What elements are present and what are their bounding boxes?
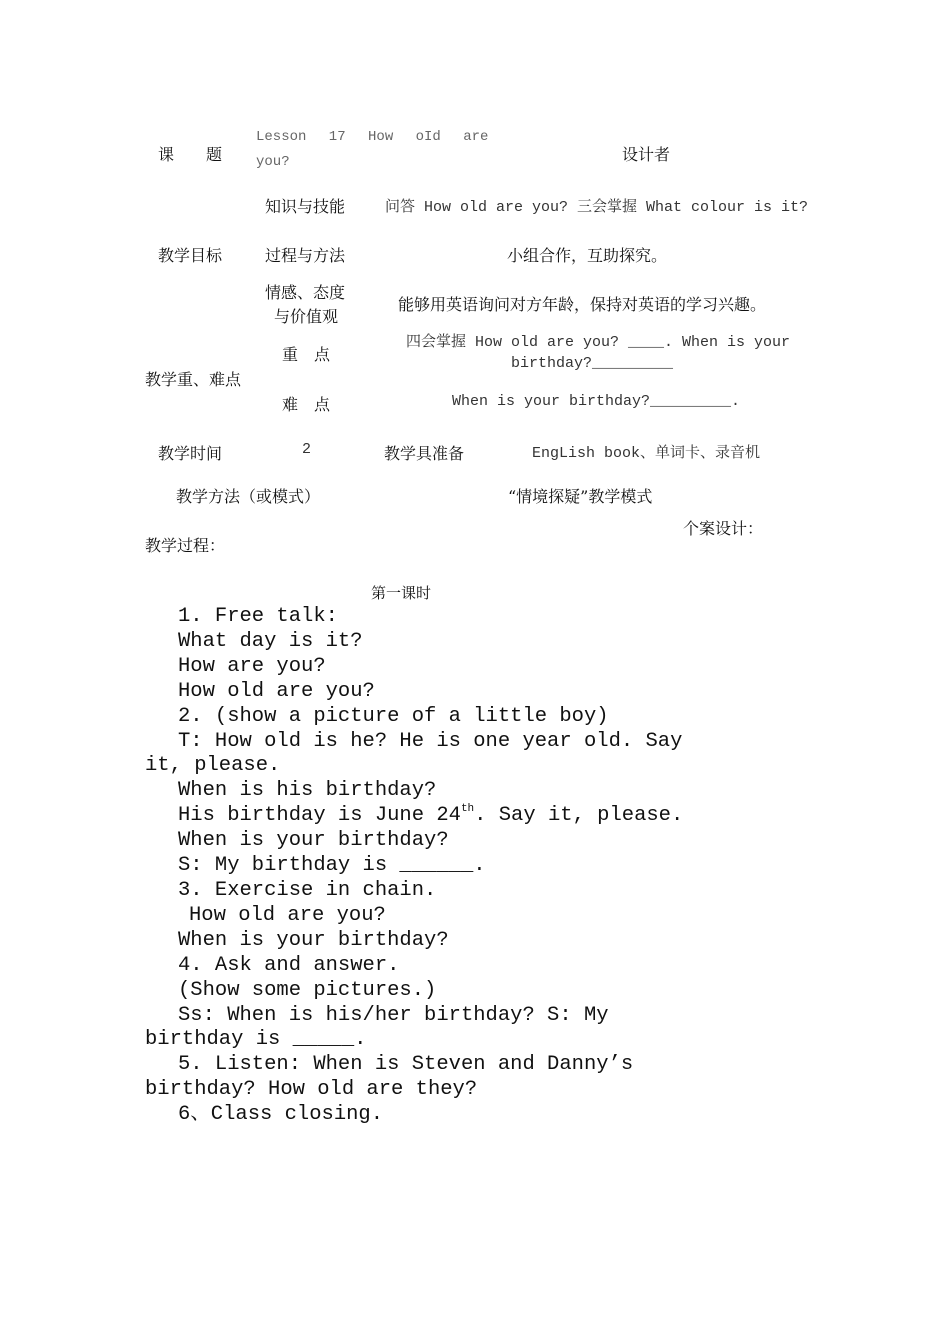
- lesson-line: 4. Ask and answer.: [178, 953, 400, 977]
- lesson-line: S: My birthday is ______.: [178, 854, 486, 878]
- lesson-line: What day is it?: [178, 629, 363, 653]
- lesson-line: (Show some pictures.): [178, 978, 437, 1002]
- method-label: 教学方法（或模式）: [176, 487, 321, 506]
- process-heading: 教学过程：: [145, 536, 226, 555]
- lesson-line: 6、Class closing.: [178, 1103, 384, 1127]
- process-method-label: 过程与方法: [265, 246, 346, 265]
- lesson-line: How are you?: [178, 654, 326, 678]
- time-value: 2: [302, 441, 312, 458]
- lesson-line: When is his birthday?: [178, 779, 437, 803]
- lesson-line: How old are you?: [189, 903, 386, 927]
- topic-value-line2: you?: [256, 154, 290, 170]
- lesson-line: it, please.: [145, 754, 281, 778]
- lesson-line: 1. Free talk:: [178, 605, 338, 628]
- lesson-line: 5. Listen: When is Steven and Danny’s: [178, 1053, 634, 1077]
- objectives-label: 教学目标: [158, 246, 223, 265]
- period-title: 第一课时: [371, 584, 432, 602]
- lesson-process-body: [145, 605, 684, 1128]
- lesson-line: 3. Exercise in chain.: [178, 878, 437, 902]
- emotion-value: 能够用英语询问对方年龄，保持对英语的学习兴趣。: [398, 295, 767, 314]
- topic-value-line1: Lesson 17 How oId are: [256, 129, 489, 145]
- difficulty-label: 难 点: [282, 395, 331, 414]
- lesson-line: birthday is _____.: [145, 1028, 367, 1052]
- focus-label: 重 点: [282, 345, 331, 364]
- topic-label: 课 题: [158, 145, 223, 164]
- lesson-line: When is your birthday?: [178, 829, 449, 853]
- lesson-line: How old are you?: [178, 679, 375, 703]
- lesson-line-text: . Say it, please.: [474, 804, 684, 828]
- difficulty-value: When is your birthday?_________.: [452, 393, 741, 410]
- method-value: “情境探疑”教学模式: [508, 487, 653, 506]
- lesson-line: T: How old is he? He is one year old. Say: [178, 729, 683, 753]
- emotion-label-line1: 情感、态度: [265, 283, 346, 302]
- lesson-line: [145, 803, 684, 829]
- knowledge-label: 知识与技能: [265, 197, 346, 216]
- lesson-line: When is your birthday?: [178, 928, 449, 952]
- designer-label: 设计者: [622, 145, 671, 164]
- lesson-line: birthday? How old are they?: [145, 1078, 478, 1102]
- ordinal-suffix: th: [460, 803, 475, 816]
- lesson-line: Ss: When is his/her birthday? S: My: [178, 1003, 609, 1027]
- tools-value: EngLish book、单词卡、录音机: [532, 445, 761, 462]
- focus-value-line1: 四会掌握 How old are you? ____. When is your: [406, 334, 791, 351]
- lesson-line: 2. (show a picture of a little boy): [178, 704, 609, 728]
- focus-difficulty-label: 教学重、难点: [145, 370, 242, 389]
- time-label: 教学时间: [158, 444, 223, 463]
- focus-value-line2: birthday?_________: [511, 355, 674, 372]
- tools-label: 教学具准备: [384, 444, 465, 463]
- knowledge-value: 问答 How old are you? 三会掌握 What colour is it?: [385, 199, 809, 216]
- process-method-value: 小组合作，互助探究。: [507, 246, 668, 265]
- emotion-label-line2: 与价值观: [274, 307, 339, 326]
- case-design-label: 个案设计：: [683, 519, 764, 538]
- lesson-line-text: His birthday is June 24: [178, 804, 461, 828]
